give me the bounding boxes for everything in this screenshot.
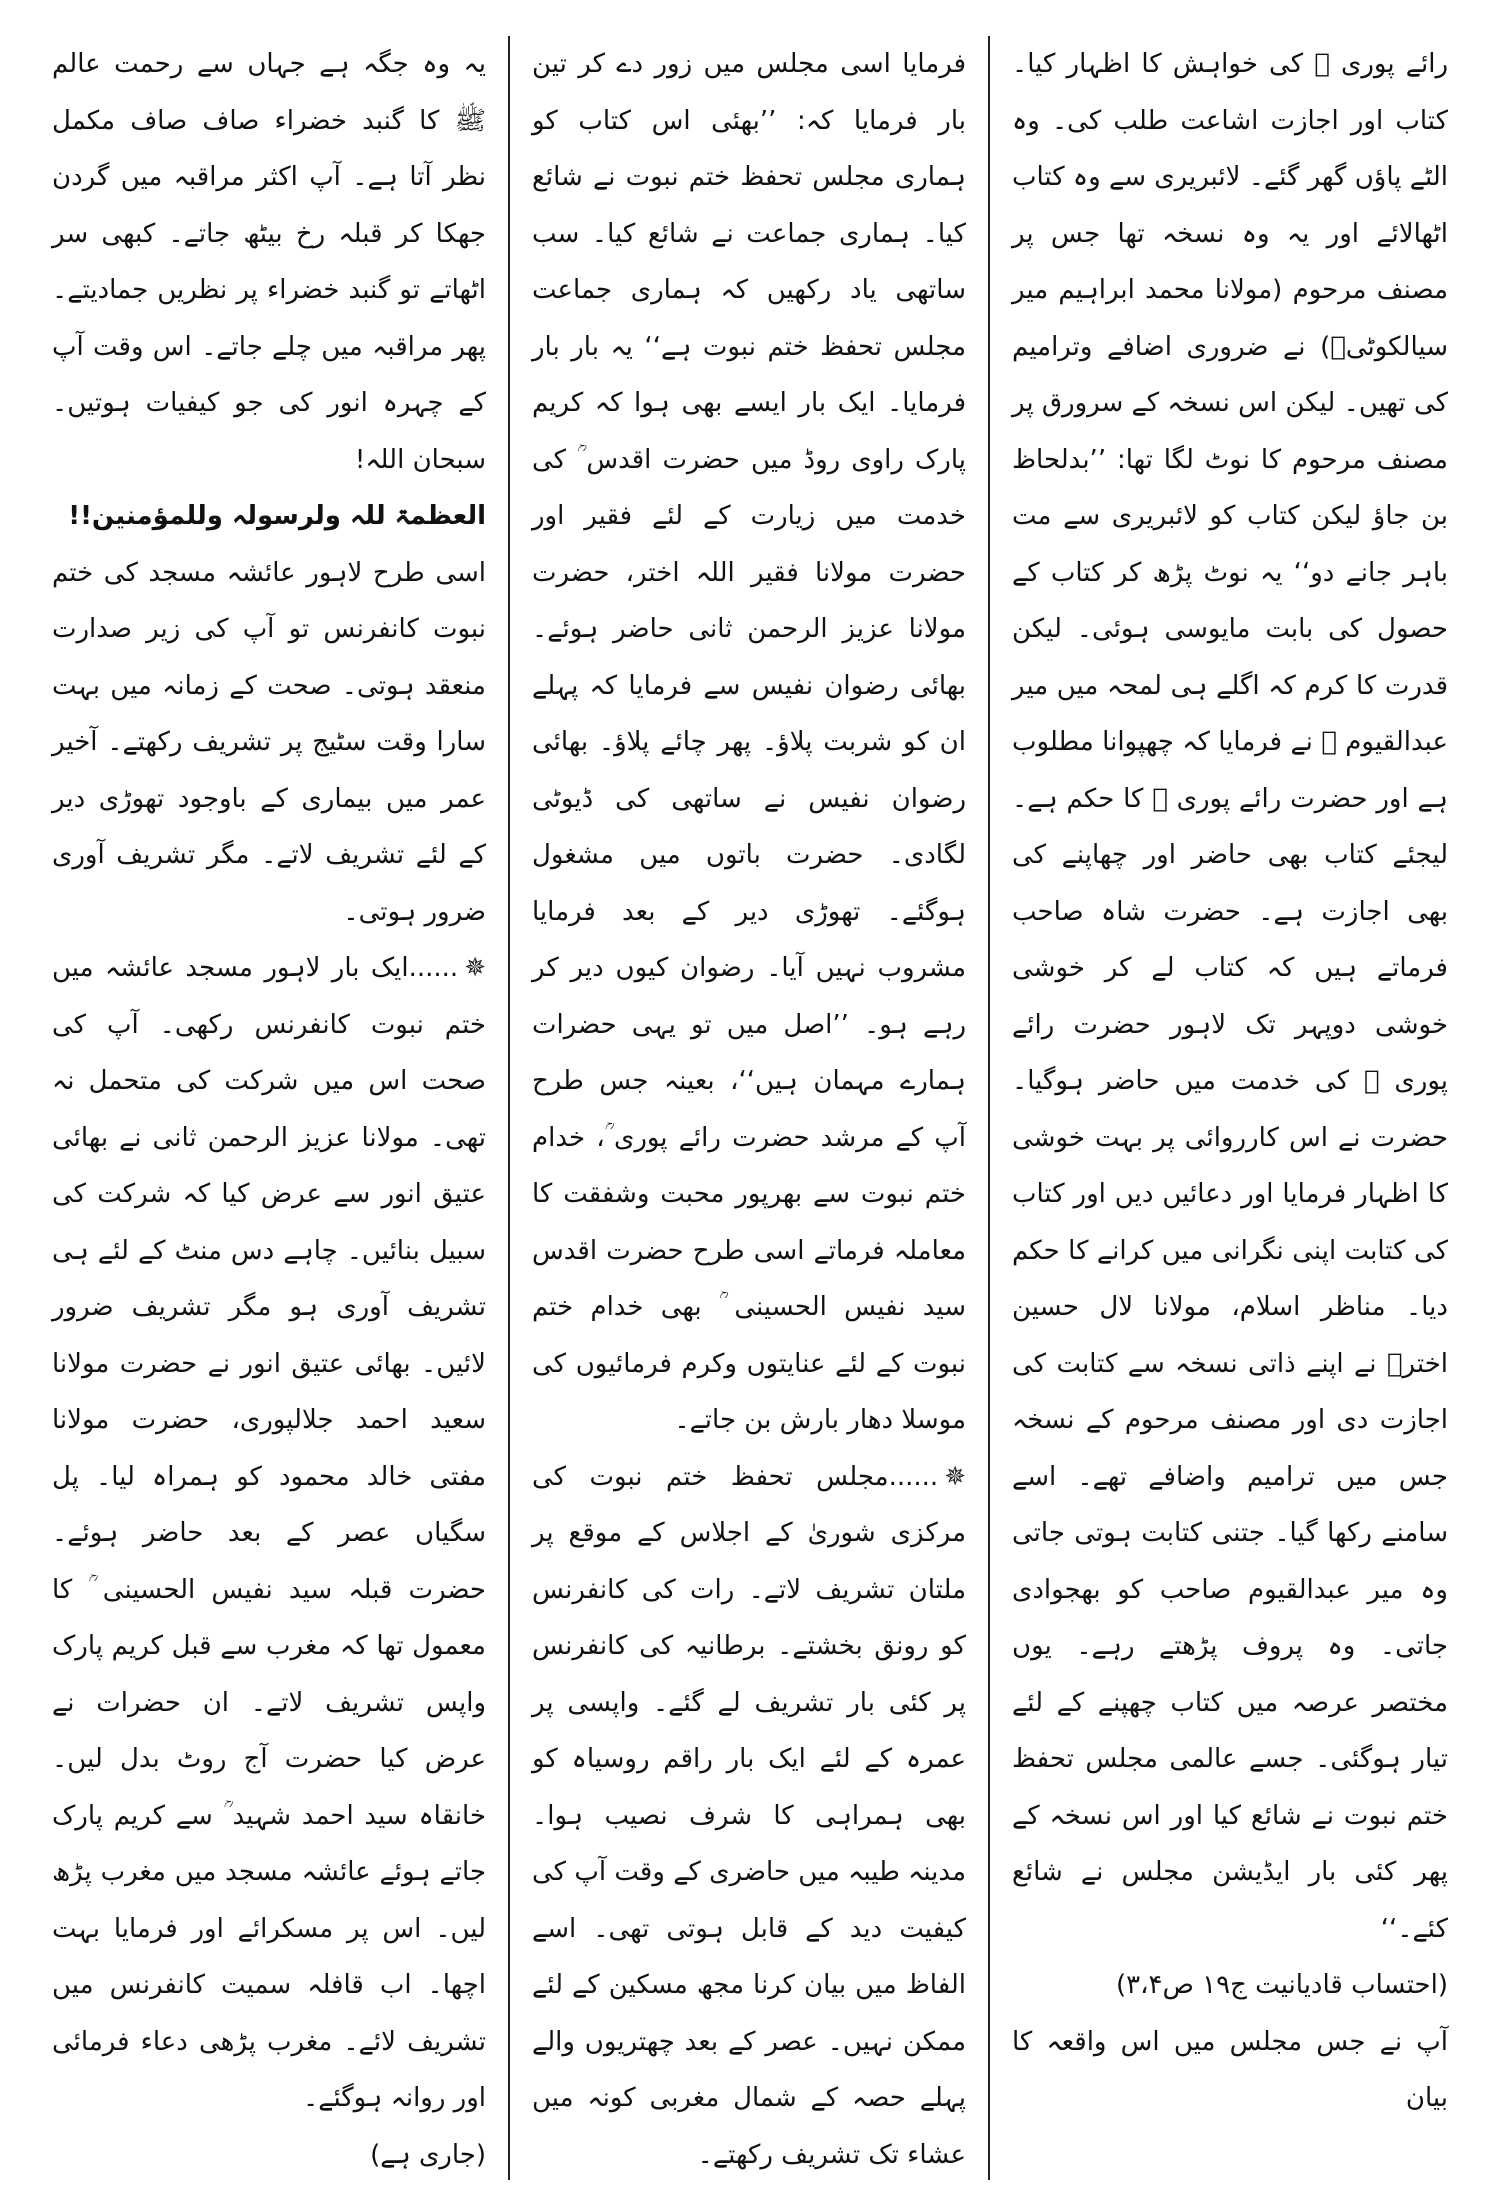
column-left-paragraph: اسی طرح لاہور عائشہ مسجد کی ختم نبوت کانفرنس تو آپ کی زیر صدارت منعقد ہوتی۔ صحت کے زمانہ میں بہت سارا وقت سٹیج پر تشریف رکھتے۔ آخیر عمر میں بیماری کے باوجود تھوڑی دیر کے لئے تشریف لاتے۔ مگر تشریف آوری ضرور ہوتی۔ <box>52 557 486 927</box>
column-right-paragraph: رائے پوری ؒ کی خواہش کا اظہار کیا۔ کتاب اور اجازت اشاعت طلب کی۔ وہ الٹے پاؤں گھر گئے۔ لائبریری سے وہ کتاب اٹھالائے اور یہ وہ نسخہ تھا جس پر مصنف مرحوم (مولانا محمد ابراہیم میر سیالکوٹیؒ) نے ضروری اضافے وترامیم کی تھیں۔ لیکن اس نسخہ کے سرورق پر مصنف مرحوم کا نوٹ لگا تھا: ’’بدلحاظ بن جاؤ لیکن کتاب کو لائبریری سے مت باہر جانے دو‘‘ یہ نوٹ پڑھ کر کتاب کے حصول کی بابت مایوسی ہوئی۔ لیکن قدرت کا کرم کہ اگلے ہی لمحہ میں میر عبدالقیوم ؒ نے فرمایا کہ چھپوانا مطلوب ہے اور حضرت رائے پوری ؒ کا حکم ہے۔ لیجئے کتاب بھی حاضر اور چھاپنے کی بھی اجازت ہے۔ حضرت شاہ صاحب فرماتے ہیں کہ کتاب لے کر خوشی خوشی دوپہر تک لاہور حضرت رائے پوری ؒ کی خدمت میں حاضر ہوگیا۔ حضرت نے اس کارروائی پر بہت خوشی کا اظہار فرمایا اور دعائیں دیں اور کتاب کی کتابت اپنی نگرانی میں کرانے کا حکم دیا۔ مناظر اسلام، مولانا لال حسین اخترؒ نے اپنے ذاتی نسخہ سے کتابت کی اجازت دی اور مصنف مرحوم کے نسخہ جس میں ترامیم واضافے تھے۔ اسے سامنے رکھا گیا۔ جتنی کتابت ہوتی جاتی وہ میر عبدالقیوم صاحب کو بھجوادی جاتی۔ وہ پروف پڑھتے رہے۔ یوں مختصر عرصہ میں کتاب چھپنے کے لئے تیار ہوگئی۔ جسے عالمی مجلس تحفظ ختم نبوت نے شائع کیا اور اس نسخہ کے پھر کئی بار ایڈیشن مجلس نے شائع کئے۔‘‘ <box>1012 49 1448 1944</box>
eight-point-star-icon: ✵ <box>944 1461 966 1492</box>
continued-note: (جاری ہے) <box>370 2139 486 2170</box>
citation: (احتساب قادیانیت ج۱۹ ص۳،۴) <box>1115 1970 1448 2000</box>
column-left-paragraph: یہ وہ جگہ ہے جہاں سے رحمت عالم ﷺ کا گنبد خضراء صاف صاف مکمل نظر آتا ہے۔ آپ اکثر مراقبہ میں گردن جھکا کر قبلہ رخ بیٹھ جاتے۔ کبھی سر اٹھاتے تو گنبد خضراء پر نظریں جمادیتے۔ پھر مراقبہ میں چلے جاتے۔ اس وقت آپ کے چہرہ انور کی جو کیفیات ہوتیں۔ سبحان اللہ! <box>52 49 486 475</box>
eight-point-star-icon: ✵ <box>464 953 486 983</box>
column-middle-ornament-paragraph <box>532 1449 966 2181</box>
column-right-closing: آپ نے جس مجلس میں اس واقعہ کا بیان <box>1012 2026 1448 2113</box>
continued-note-row <box>52 2127 486 2181</box>
column-middle-ornament-text: ......مجلس تحفظ ختم نبوت کی مرکزی شوریٰ کے اجلاس کے موقع پر ملتان تشریف لاتے۔ رات کی کانفرنس کو رونق بخشتے۔ برطانیہ کی کانفرنس پر کئی بار تشریف لے گئے۔ واپسی پر عمرہ کے لئے ایک بار راقم روسیاہ کو بھی ہمراہی کا شرف نصیب ہوا۔ مدینہ طیبہ میں حاضری کے وقت آپ کی کیفیت دید کے قابل ہوتی تھی۔ اسے الفاظ میں بیان کرنا مجھ مسکین کے لئے ممکن نہیں۔ عصر کے بعد چھتریوں والے پہلے حصہ کے شمال مغربی کونہ میں عشاء تک تشریف رکھتے۔ <box>532 1461 966 2170</box>
column-middle-paragraph: فرمایا اسی مجلس میں زور دے کر تین بار فرمایا کہ: ’’بھئی اس کتاب کو ہماری مجلس تحفظ ختم نبوت نے شائع کیا۔ ہماری جماعت نے شائع کیا۔ سب ساتھی یاد رکھیں کہ ہماری جماعت مجلس تحفظ ختم نبوت ہے‘‘ یہ بار بار فرمایا۔ ایک بار ایسے بھی ہوا کہ کریم پارک راوی روڈ میں حضرت اقدس ؒ کی خدمت میں زیارت کے لئے فقیر اور حضرت مولانا فقیر اللہ اختر، حضرت مولانا عزیز الرحمن ثانی حاضر ہوئے۔ بھائی رضوان نفیس سے فرمایا کہ پہلے ان کو شربت پلاؤ۔ پھر چائے پلاؤ۔ بھائی رضوان نفیس نے ساتھی کی ڈیوٹی لگادی۔ حضرت باتوں میں مشغول ہوگئے۔ تھوڑی دیر کے بعد فرمایا مشروب نہیں آیا۔ رضوان کیوں دیر کر رہے ہو۔ ’’اصل میں تو یہی حضرات ہمارے مہمان ہیں‘‘، بعینہ جس طرح آپ کے مرشد حضرت رائے پوری ؒ، خدام ختم نبوت سے بھرپور محبت وشفقت کا معاملہ فرماتے اسی طرح حضرت اقدس سید نفیس الحسینی ؒ بھی خدام ختم نبوت کے لئے عنایتوں وکرم فرمائیوں کی موسلا دھار بارش بن جاتے۔ <box>532 49 966 1435</box>
column-middle <box>510 36 990 2180</box>
column-left-ornament-paragraph <box>52 940 486 2127</box>
column-right <box>990 36 1470 2180</box>
column-left-arabic-phrase: العظمۃ للہ ولرسولہ وللمؤمنین!! <box>68 501 486 531</box>
column-left <box>30 36 510 2180</box>
column-left-ornament-text: ......ایک بار لاہور مسجد عائشہ میں ختم نبوت کانفرنس رکھی۔ آپ کی صحت اس میں شرکت کی متحمل نہ تھی۔ مولانا عزیز الرحمن ثانی نے بھائی عتیق انور سے عرض کیا کہ شرکت کی سبیل بنائیں۔ چاہے دس منٹ کے لئے ہی تشریف آوری ہو مگر تشریف ضرور لائیں۔ بھائی عتیق انور نے حضرت مولانا سعید احمد جلالپوری، حضرت مولانا مفتی خالد محمود کو ہمراہ لیا۔ پل سگیاں عصر کے بعد حاضر ہوئے۔ حضرت قبلہ سید نفیس الحسینی ؒ کا معمول تھا کہ مغرب سے قبل کریم پارک واپس تشریف لاتے۔ ان حضرات نے عرض کیا حضرت آج روٹ بدل لیں۔ خانقاہ سید احمد شہید ؒ سے کریم پارک جاتے ہوئے عائشہ مسجد میں مغرب پڑھ لیں۔ اس پر مسکرائے اور فرمایا بہت اچھا۔ اب قافلہ سمیت کانفرنس میں تشریف لائے۔ مغرب پڑھی دعاء فرمائی اور روانہ ہوگئے۔ <box>52 953 486 2113</box>
